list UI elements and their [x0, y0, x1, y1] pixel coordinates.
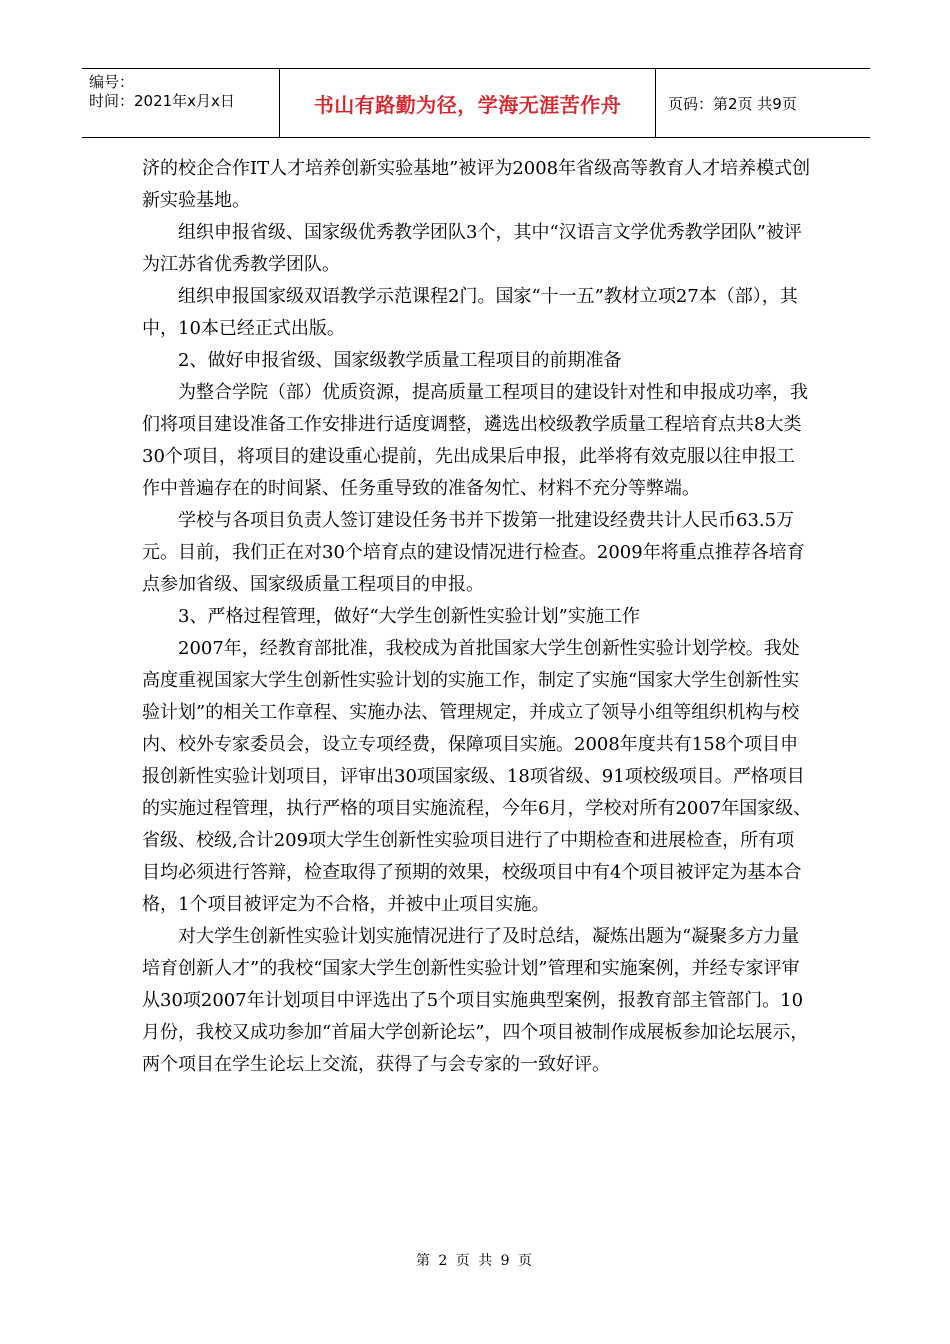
paragraph: 济的校企合作IT人才培养创新实验基地”被评为2008年省级高等教育人才培养模式创新实验基地。: [142, 158, 811, 211]
paragraph: 2007年，经教育部批准，我校成为首批国家大学生创新性实验计划学校。我处高度重视国家大学生创新性实验计划的实施工作，制定了实施“国家大学生创新性实验计划”的相关工作章程、实施办法、管理规定，并成立了领导小组等组织机构与校内、校外专家委员会，设立专项经费，保障项目实施。2008年度共有158个项目申报创新性实验计划项目，评审出30项国家级、18项省级、91项校级项目。严格项目的实施过程管理，执行严格的项目实施流程，今年6月，学校对所有2007年国家级、省级、校级,合计209项大学生创新性实验项目进行了中期检查和进展检查，所有项目均必须进行答辩，检查取得了预期的效果，校级项目中有4个项目被评定为基本合格，1个项目被评定为不合格，并被中止项目实施。: [142, 638, 812, 915]
paragraph: 为整合学院（部）优质资源，提高质量工程项目的建设针对性和申报成功率，我们将项目建设准备工作安排进行适度调整，遴选出校级教学质量工程培育点共8大类30个项目，将项目的建设重心提前，先出成果后申报，此举将有效克服以往申报工作中普遍存在的时间紧、任务重导致的准备匆忙、材料不充分等弊端。: [142, 382, 808, 499]
paragraph: 学校与各项目负责人签订建设任务书并下拨第一批建设经费共计人民币63.5万元。目前，我们正在对30个培育点的建设情况进行检查。2009年将重点推荐各培育点参加省级、国家级质量工程项目的申报。: [142, 510, 805, 595]
document-body: [142, 153, 812, 1081]
page-header: [82, 68, 870, 138]
section-heading: 2、做好申报省级、国家级教学质量工程项目的前期准备: [178, 350, 622, 371]
section-heading: 3、严格过程管理，做好“大学生创新性实验计划”实施工作: [178, 606, 640, 627]
paragraph: 组织申报国家级双语教学示范课程2门。国家“十一五”教材立项27本（部），其中，10本已经正式出版。: [142, 286, 798, 339]
page-footer: 第 2 页 共 9 页: [415, 1253, 535, 1269]
document-number-label: 编号：: [89, 73, 135, 91]
header-meta: [82, 69, 280, 137]
paragraph: 对大学生创新性实验计划实施情况进行了及时总结，凝炼出题为“凝聚多方力量 培育创新人才”的我校“国家大学生创新性实验计划”管理和实施案例，并经专家评审从30项2007年计划项目中评选出了5个项目实施典型案例，报教育部主管部门。10月份，我校又成功参加“首届大学创新论坛”，四个项目被制作成展板参加论坛展示，两个项目在学生论坛上交流，获得了与会专家的一致好评。: [142, 926, 809, 1075]
document-date-label: 时间：2021年x月x日: [89, 92, 235, 110]
header-page-info: 页码：第2页 共9页: [668, 94, 797, 113]
header-motto: 书山有路勤为径，学海无涯苦作舟: [280, 69, 656, 137]
paragraph: 组织申报省级、国家级优秀教学团队3个，其中“汉语言文学优秀教学团队”被评为江苏省优秀教学团队。: [142, 222, 802, 275]
